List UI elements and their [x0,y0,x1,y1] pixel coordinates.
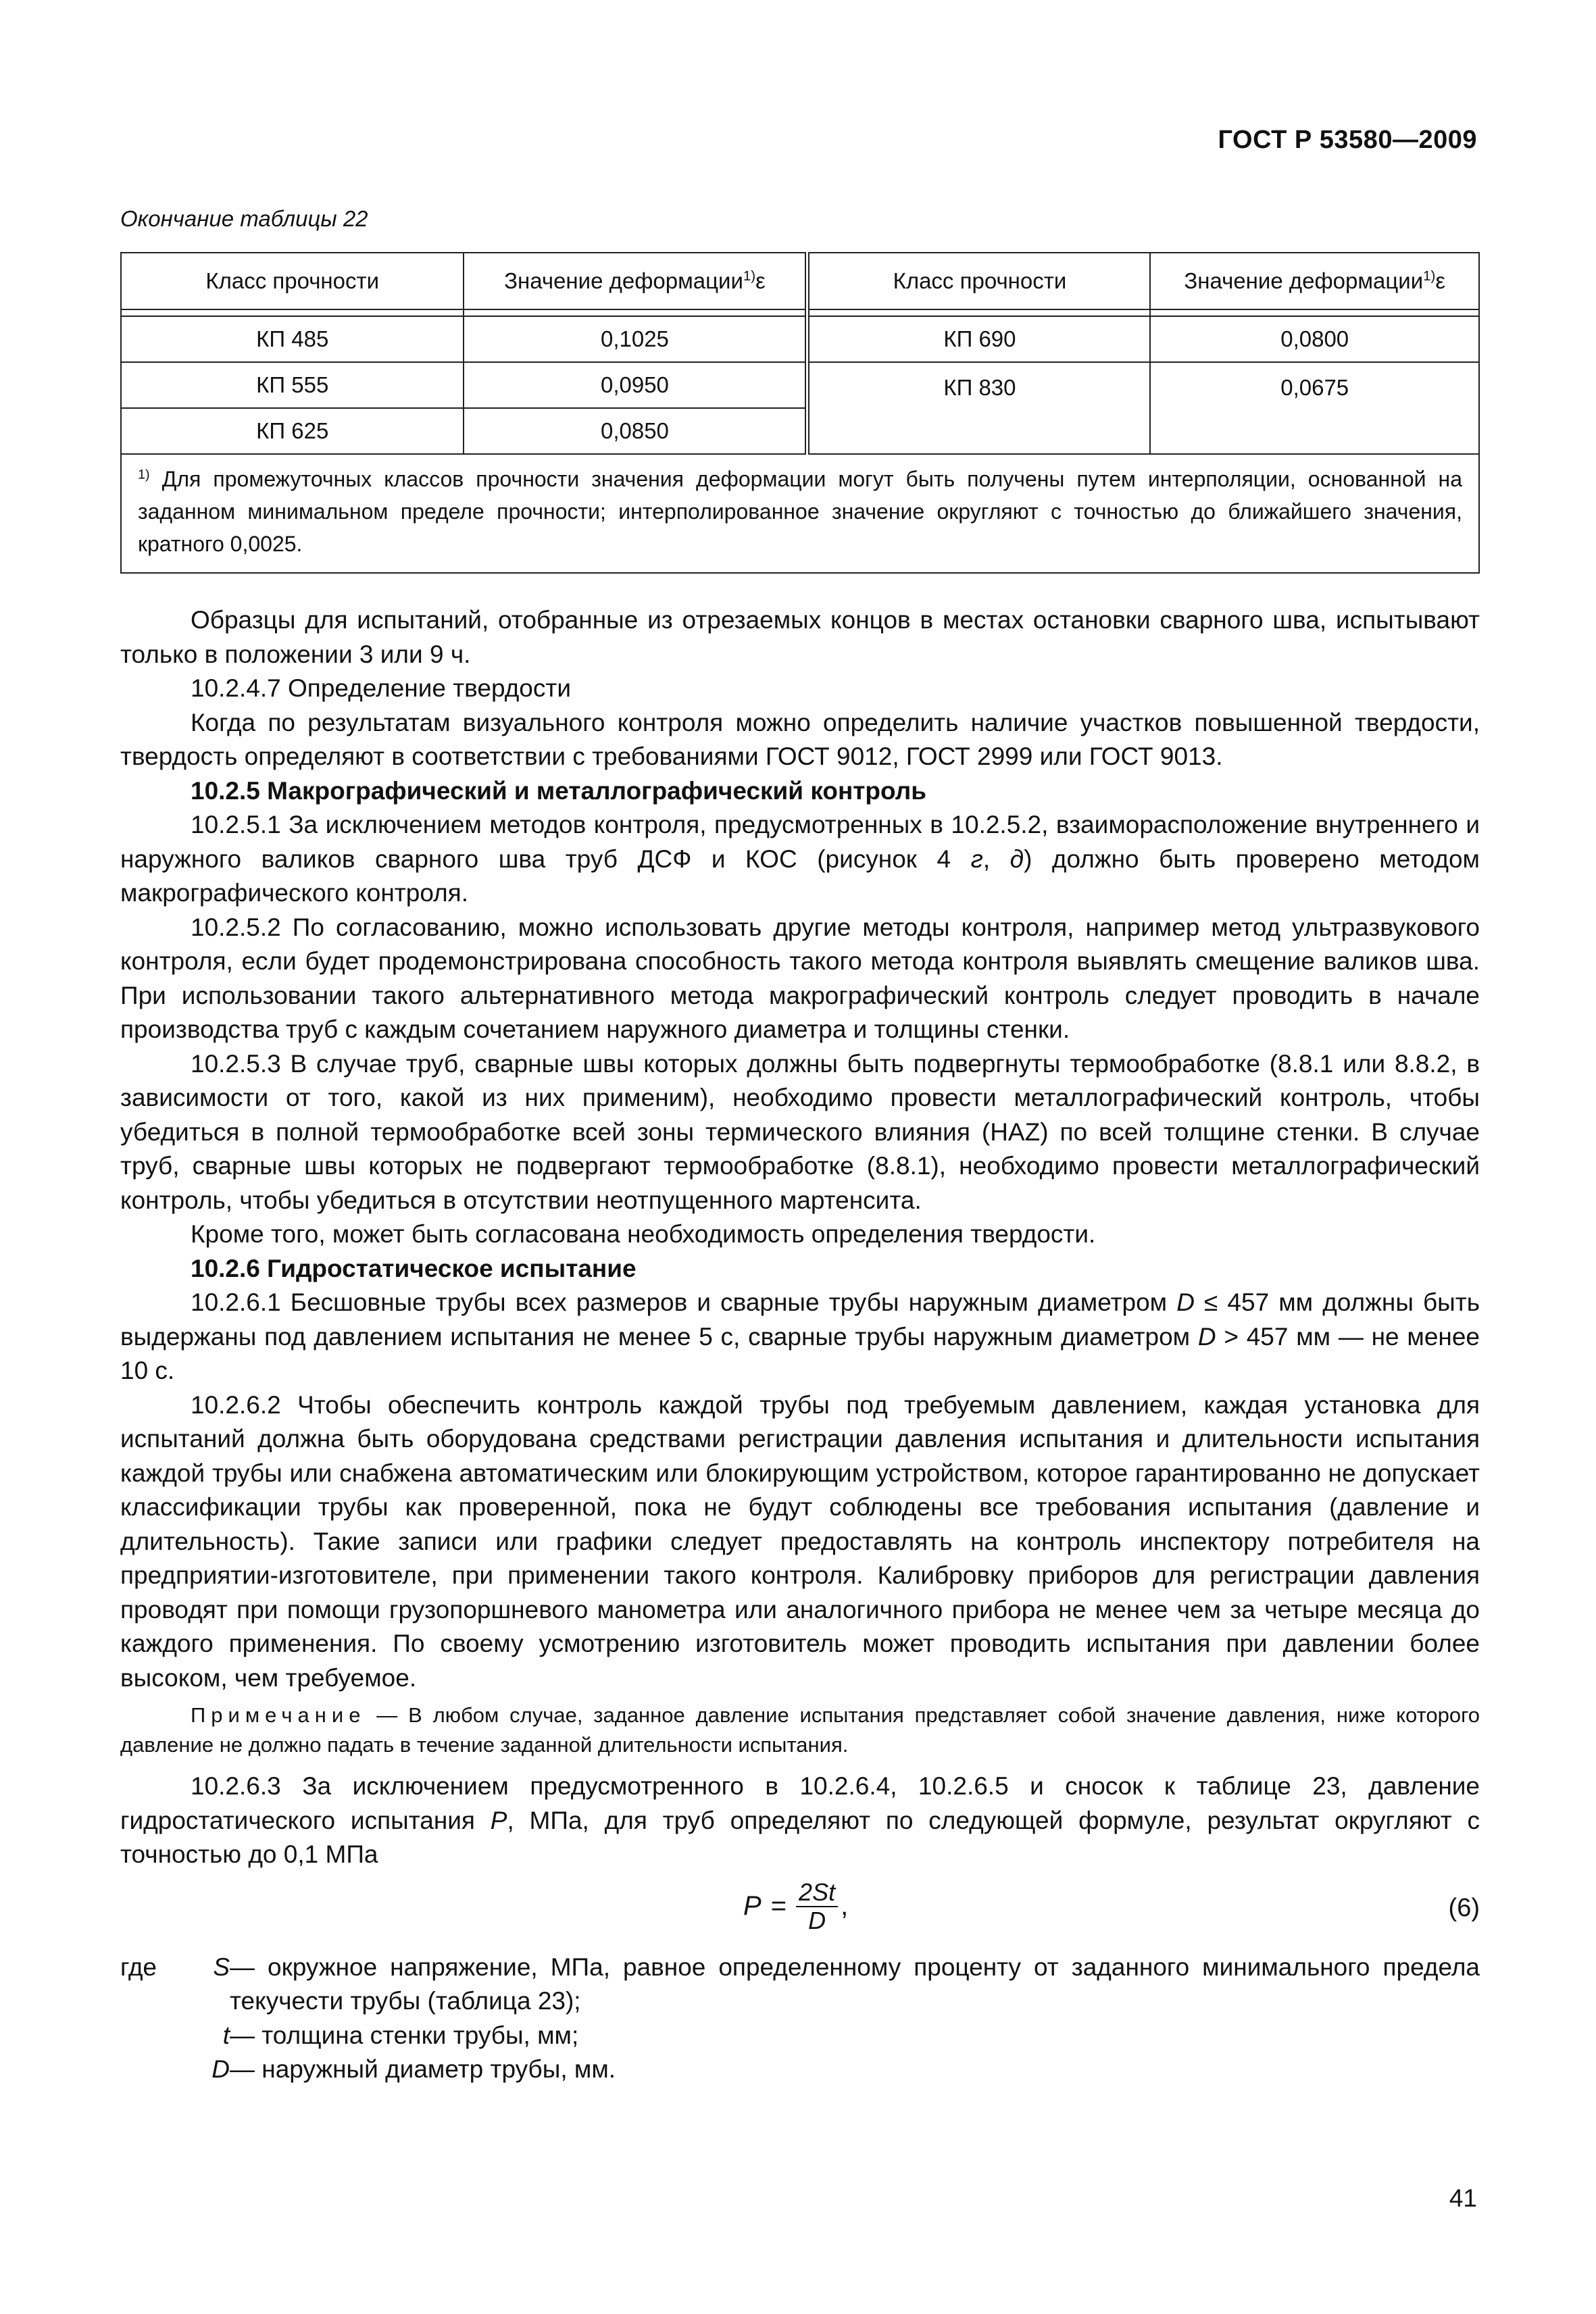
table-cell: КП 555 [121,362,464,408]
header-strength-class-1: Класс прочности [121,253,464,309]
section-heading: 10.2.5 Макрографический и металлографический контроль [191,776,926,805]
table-cell: 0,0675 [1150,362,1479,454]
table-cell: КП 625 [121,408,464,454]
table-cell: КП 485 [121,316,464,362]
paragraph: 10.2.6.2 Чтобы обеспечить контроль каждой трубы под требуемым давлением, каждая установка для испытаний должна быть оборудована средствами регистрации давления испытания и длительности испытания каждой трубы или снабжена автоматическим или блокирующим устройством, которое гарантированно не допускает классификации трубы как проверенной, пока не будут соблюдены все требования испытания (давление и длительность). Такие записи или графики следует предоставлять на контроль инспектору потребителя на предприятии-изготовителе, при применении такого контроля. Калибровку приборов для регистрации давления проводят при помощи грузопоршневого манометра или аналогичного прибора не менее чем за четыре месяца до каждого применения. По своему усмотрению изготовитель может проводить испытания при давлении более высоком, чем требуемое. [120,1390,1480,1692]
paragraph: 10.2.6.3 За исключением предусмотренного в 10.2.6.4, 10.2.6.5 и сносок к таблице 23, давление гидростатического испытания P, МПа, для труб определяют по следующей формуле, результат округляют с точностью до 0,1 МПа [120,1772,1480,1868]
table-footnote-row [121,454,1479,573]
table-header-row [121,253,1479,309]
deformation-table [120,252,1480,574]
header-deformation-2: Значение деформации$^{1)}$ε [1150,253,1479,309]
table-caption: Окончание таблицы 22 [120,206,368,231]
paragraph: Кроме того, может быть согласована необходимость определения твердости. [191,1220,1096,1248]
paragraph: 10.2.5.1 За исключением методов контроля, предусмотренных в 10.2.5.2, взаиморасположение внутреннего и наружного валиков сварного шва труб ДСФ и КОС (рисунок 4 г, д) должно быть проверено методом макрографического контроля. [120,811,1480,907]
paragraph: Когда по результатам визуального контроля можно определить наличие участков повышенной твердости, твердость определяют в соответствии с требованиями ГОСТ 9012, ГОСТ 2999 или ГОСТ 9013. [120,708,1480,770]
paragraph: Образцы для испытаний, отобранные из отрезаемых концов в местах остановки сварного шва, испытывают только в положении 3 или 9 ч. [120,606,1480,668]
table-cell: 0,1025 [464,316,807,362]
table-cell: 0,0950 [464,362,807,408]
standard-code: ГОСТ Р 53580—2009 [1218,126,1477,154]
paragraph: 10.2.5.2 По согласованию, можно использовать другие методы контроля, например метод ультразвукового контроля, если будет продемонстрирована способность такого метода контроля выявлять смещение валиков шва. При использовании такого альтернативного метода макрографический контроль следует проводить в начале производства труб с каждым сочетанием наружного диаметра и толщины стенки. [120,913,1480,1043]
table-row [121,362,1479,408]
header-strength-class-2: Класс прочности [807,253,1150,309]
legend-item: D — наружный диаметр трубы, мм. [211,2055,616,2083]
legend-item: t — толщина стенки трубы, мм; [222,2021,579,2049]
paragraph: 10.2.6.1 Бесшовные трубы всех размеров и сварные трубы наружным диаметром D ≤ 457 мм должны быть выдержаны под давлением испытания не менее 5 с, сварные трубы наружным диаметром D > 457 мм — не менее 10 с. [120,1288,1480,1384]
section-heading: 10.2.6 Гидростатическое испытание [191,1254,637,1282]
legend-item: где S — окружное напряжение, МПа, равное определенному проценту от заданного минимального предела текучести трубы (таблица 23); [120,1953,1480,2015]
header-deformation-1: Значение деформации$^{1)}$ε [464,253,807,309]
table-cell: КП 830 [807,362,1150,454]
table-cell: КП 690 [807,316,1150,362]
table-cell: 0,0850 [464,408,807,454]
formula-number: (6) [1448,1893,1480,1922]
variable-legend [120,1951,1480,2087]
body-text [120,603,1480,2087]
fraction: $\frac{2St}{D}$ [796,1879,838,1934]
formula: P = $\frac{2St}{D}$ , (6) [743,1878,1480,1934]
note: Примечание — В любом случае, заданное давление испытания представляет собой значение давления, ниже которого давление не должно падать в течение заданной длительности испытания. [120,1703,1480,1757]
table-row [121,316,1479,362]
page-number: 41 [1449,2184,1477,2212]
table-cell: 0,0800 [1150,316,1479,362]
table-footnote: $^{1)}$ Для промежуточных классов прочности значения деформации могут быть получены путем интерполяции, основанной на заданном минимальном пределе прочности; интерполированное значение округляют с точностью до ближайшего значения, кратного 0,0025. [121,454,1479,573]
paragraph: 10.2.4.7 Определение твердости [191,674,572,702]
paragraph: 10.2.5.3 В случае труб, сварные швы которых должны быть подвергнуты термообработке (8.8.1 или 8.8.2, в зависимости от того, какой из них применим), необходимо провести металлографический контроль, чтобы убедиться в полной термообработке всей зоны термического влияния (HAZ) по всей толщине стенки. В случае труб, сварные швы которых не подвергают термообработке (8.8.1), необходимо провести металлографический контроль, чтобы убедиться в отсутствии неотпущенного мартенсита. [120,1049,1480,1214]
